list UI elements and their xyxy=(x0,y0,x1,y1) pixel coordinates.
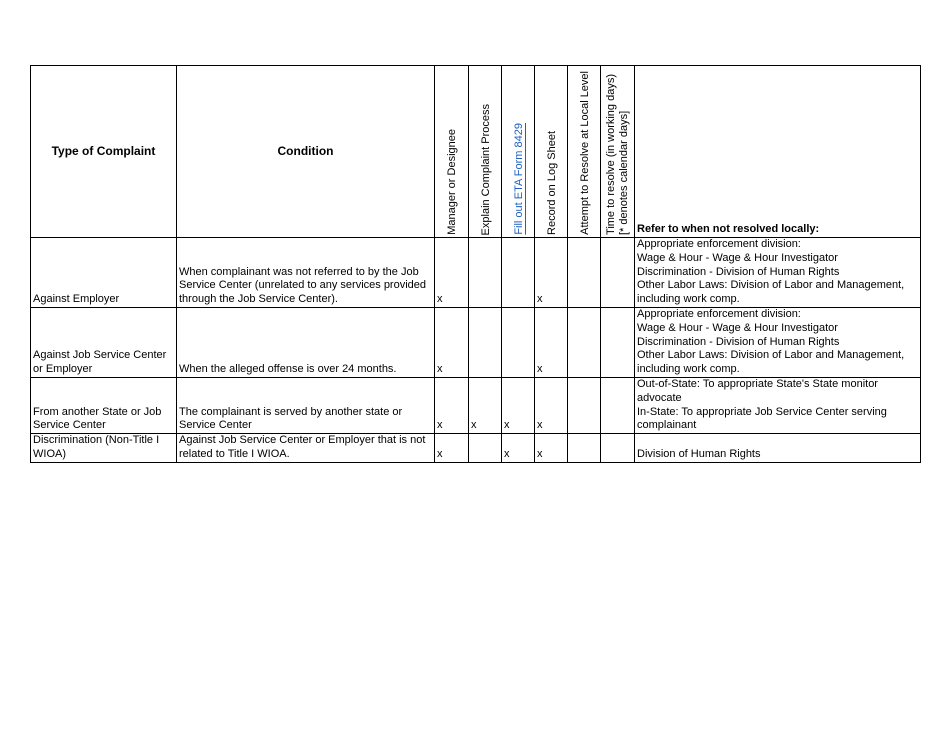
record-mark: x xyxy=(535,434,568,463)
type-cell: Discrimination (Non-Title I WIOA) xyxy=(31,434,177,463)
header-explain xyxy=(469,66,502,238)
refer-cell: Division of Human Rights xyxy=(635,434,921,463)
header-attempt-label: Attempt to Resolve at Local Level xyxy=(578,71,591,235)
explain-mark xyxy=(469,307,502,377)
header-attempt xyxy=(568,66,601,238)
manager-mark: x xyxy=(435,238,469,308)
header-explain-label: Explain Complaint Process xyxy=(479,103,492,235)
header-manager-label: Manager or Designee xyxy=(445,129,458,235)
fill-out-eta-form-link[interactable]: Fill out ETA Form 8429 xyxy=(512,123,525,235)
attempt-mark xyxy=(568,434,601,463)
header-time-line2: [* denotes calendar days] xyxy=(618,110,630,235)
condition-cell: Against Job Service Center or Employer that is not related to Title I WIOA. xyxy=(177,434,435,463)
header-time xyxy=(601,66,635,238)
header-type-of-complaint: Type of Complaint xyxy=(31,66,177,238)
attempt-mark xyxy=(568,238,601,308)
table-row xyxy=(31,238,921,308)
header-fill-out[interactable] xyxy=(502,66,535,238)
header-refer: Refer to when not resolved locally: xyxy=(635,66,921,238)
manager-mark: x xyxy=(435,377,469,433)
type-cell: Against Employer xyxy=(31,238,177,308)
header-condition: Condition xyxy=(177,66,435,238)
manager-mark: x xyxy=(435,434,469,463)
header-time-label xyxy=(605,74,631,235)
table-row xyxy=(31,377,921,433)
time-mark xyxy=(601,238,635,308)
header-time-line1: Time to resolve (in working days) xyxy=(605,74,617,235)
fill-out-mark xyxy=(502,307,535,377)
table-row xyxy=(31,307,921,377)
attempt-mark xyxy=(568,307,601,377)
header-record xyxy=(535,66,568,238)
type-cell: From another State or Job Service Center xyxy=(31,377,177,433)
time-mark xyxy=(601,307,635,377)
refer-cell: Out-of-State: To appropriate State's State monitor advocate In-State: To appropriate Job Service Center serving complainant xyxy=(635,377,921,433)
explain-mark xyxy=(469,434,502,463)
type-cell: Against Job Service Center or Employer xyxy=(31,307,177,377)
record-mark: x xyxy=(535,377,568,433)
time-mark xyxy=(601,377,635,433)
fill-out-mark: x xyxy=(502,377,535,433)
fill-out-mark xyxy=(502,238,535,308)
complaint-routing-table xyxy=(30,65,921,463)
table-row xyxy=(31,434,921,463)
header-record-label: Record on Log Sheet xyxy=(545,131,558,235)
explain-mark xyxy=(469,238,502,308)
record-mark: x xyxy=(535,238,568,308)
table-header-row xyxy=(31,66,921,238)
time-mark xyxy=(601,434,635,463)
refer-cell: Appropriate enforcement division: Wage & Hour - Wage & Hour Investigator Discrimination - Division of Human Rights Other Labor Laws: Division of Labor and Management, including work comp. xyxy=(635,238,921,308)
record-mark: x xyxy=(535,307,568,377)
manager-mark: x xyxy=(435,307,469,377)
refer-cell: Appropriate enforcement division: Wage & Hour - Wage & Hour Investigator Discrimination - Division of Human Rights Other Labor Laws: Division of Labor and Management, including work comp. xyxy=(635,307,921,377)
explain-mark: x xyxy=(469,377,502,433)
condition-cell: The complainant is served by another state or Service Center xyxy=(177,377,435,433)
fill-out-mark: x xyxy=(502,434,535,463)
condition-cell: When complainant was not referred to by the Job Service Center (unrelated to any services provided through the Job Service Center). xyxy=(177,238,435,308)
condition-cell: When the alleged offense is over 24 months. xyxy=(177,307,435,377)
header-manager xyxy=(435,66,469,238)
attempt-mark xyxy=(568,377,601,433)
